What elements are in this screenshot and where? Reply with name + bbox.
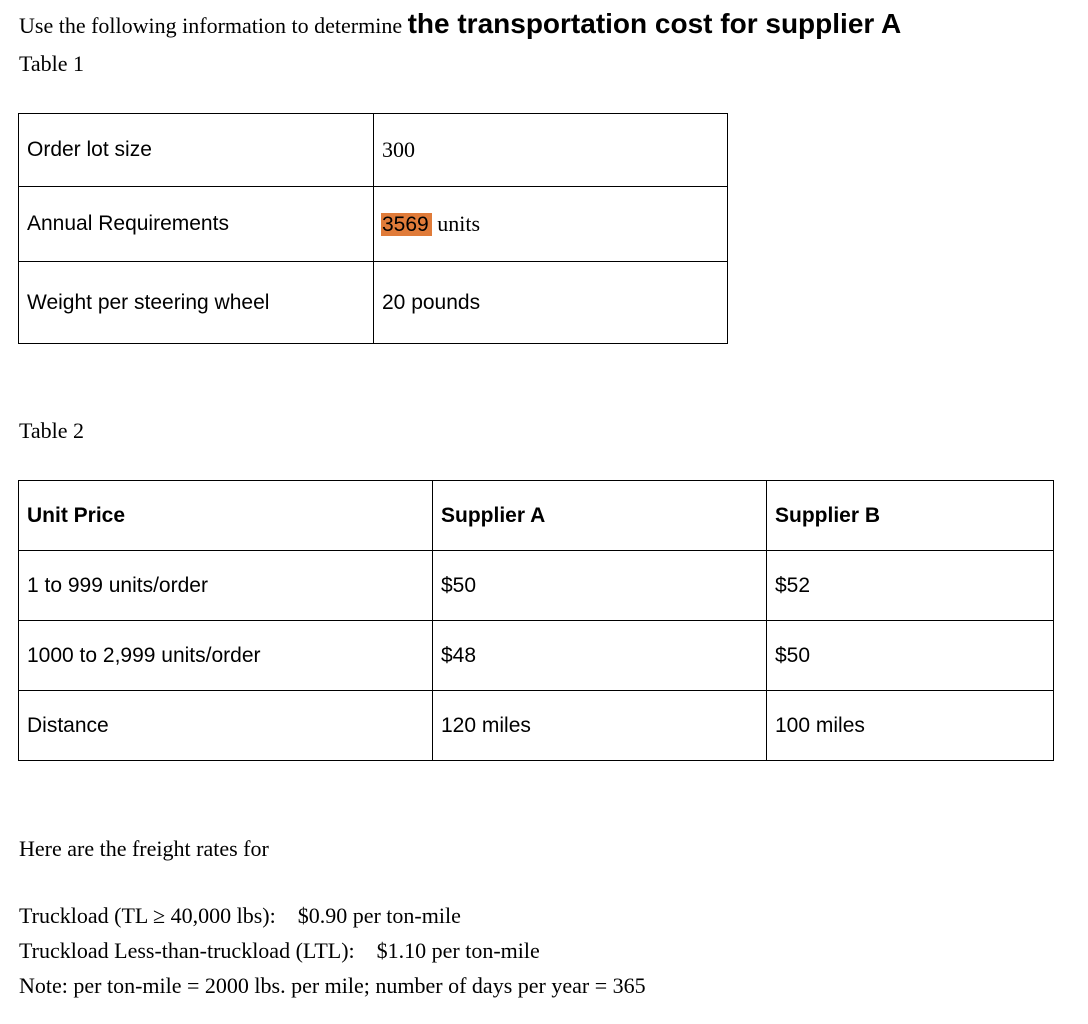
table2-cell-supplier-a: $48 — [433, 621, 767, 691]
table1 — [18, 113, 728, 344]
table2-cell-supplier-b: 100 miles — [767, 691, 1054, 761]
table1-value-cell: 300 — [374, 114, 728, 187]
table1-label-cell: Annual Requirements — [19, 187, 374, 262]
table-row — [19, 691, 1054, 761]
table1-value-cell — [374, 187, 728, 262]
table1-label-cell: Weight per steering wheel — [19, 262, 374, 344]
table2-cell-supplier-b: $52 — [767, 551, 1054, 621]
table-row — [19, 187, 728, 262]
freight-note: Note: per ton-mile = 2000 lbs. per mile; number of days per year = 365 — [19, 973, 646, 998]
table2-cell-supplier-a: $50 — [433, 551, 767, 621]
instruction-emphasis: the transportation cost for supplier A — [407, 8, 902, 39]
table2-cell-supplier-b: $50 — [767, 621, 1054, 691]
header-cell-supplier-b: Supplier B — [767, 481, 1054, 551]
table2-label-cell: 1000 to 2,999 units/order — [19, 621, 433, 691]
table1-caption: Table 1 — [19, 51, 85, 76]
table2-cell-supplier-a: 120 miles — [433, 691, 767, 761]
table-row — [19, 114, 728, 187]
freight-intro: Here are the freight rates for — [19, 836, 269, 861]
highlighted-value: 3569 — [381, 213, 432, 236]
table2-label-cell: Distance — [19, 691, 433, 761]
header-cell-unit-price: Unit Price — [19, 481, 433, 551]
units-suffix: units — [431, 211, 481, 236]
table-row — [19, 551, 1054, 621]
instruction-text — [19, 8, 901, 40]
table1-label-cell: Order lot size — [19, 114, 374, 187]
table2-label-cell: 1 to 999 units/order — [19, 551, 433, 621]
table-row — [19, 621, 1054, 691]
table2 — [18, 480, 1054, 761]
instruction-lead: Use the following information to determine — [19, 13, 408, 38]
table2-caption: Table 2 — [19, 418, 85, 443]
table-row — [19, 262, 728, 344]
table-header-row — [19, 481, 1054, 551]
table1-value-cell: 20 pounds — [374, 262, 728, 344]
header-cell-supplier-a: Supplier A — [433, 481, 767, 551]
freight-tl-rate: Truckload (TL ≥ 40,000 lbs): $0.90 per ton-mile — [19, 903, 461, 928]
freight-ltl-rate: Truckload Less-than-truckload (LTL): $1.10 per ton-mile — [19, 938, 540, 963]
